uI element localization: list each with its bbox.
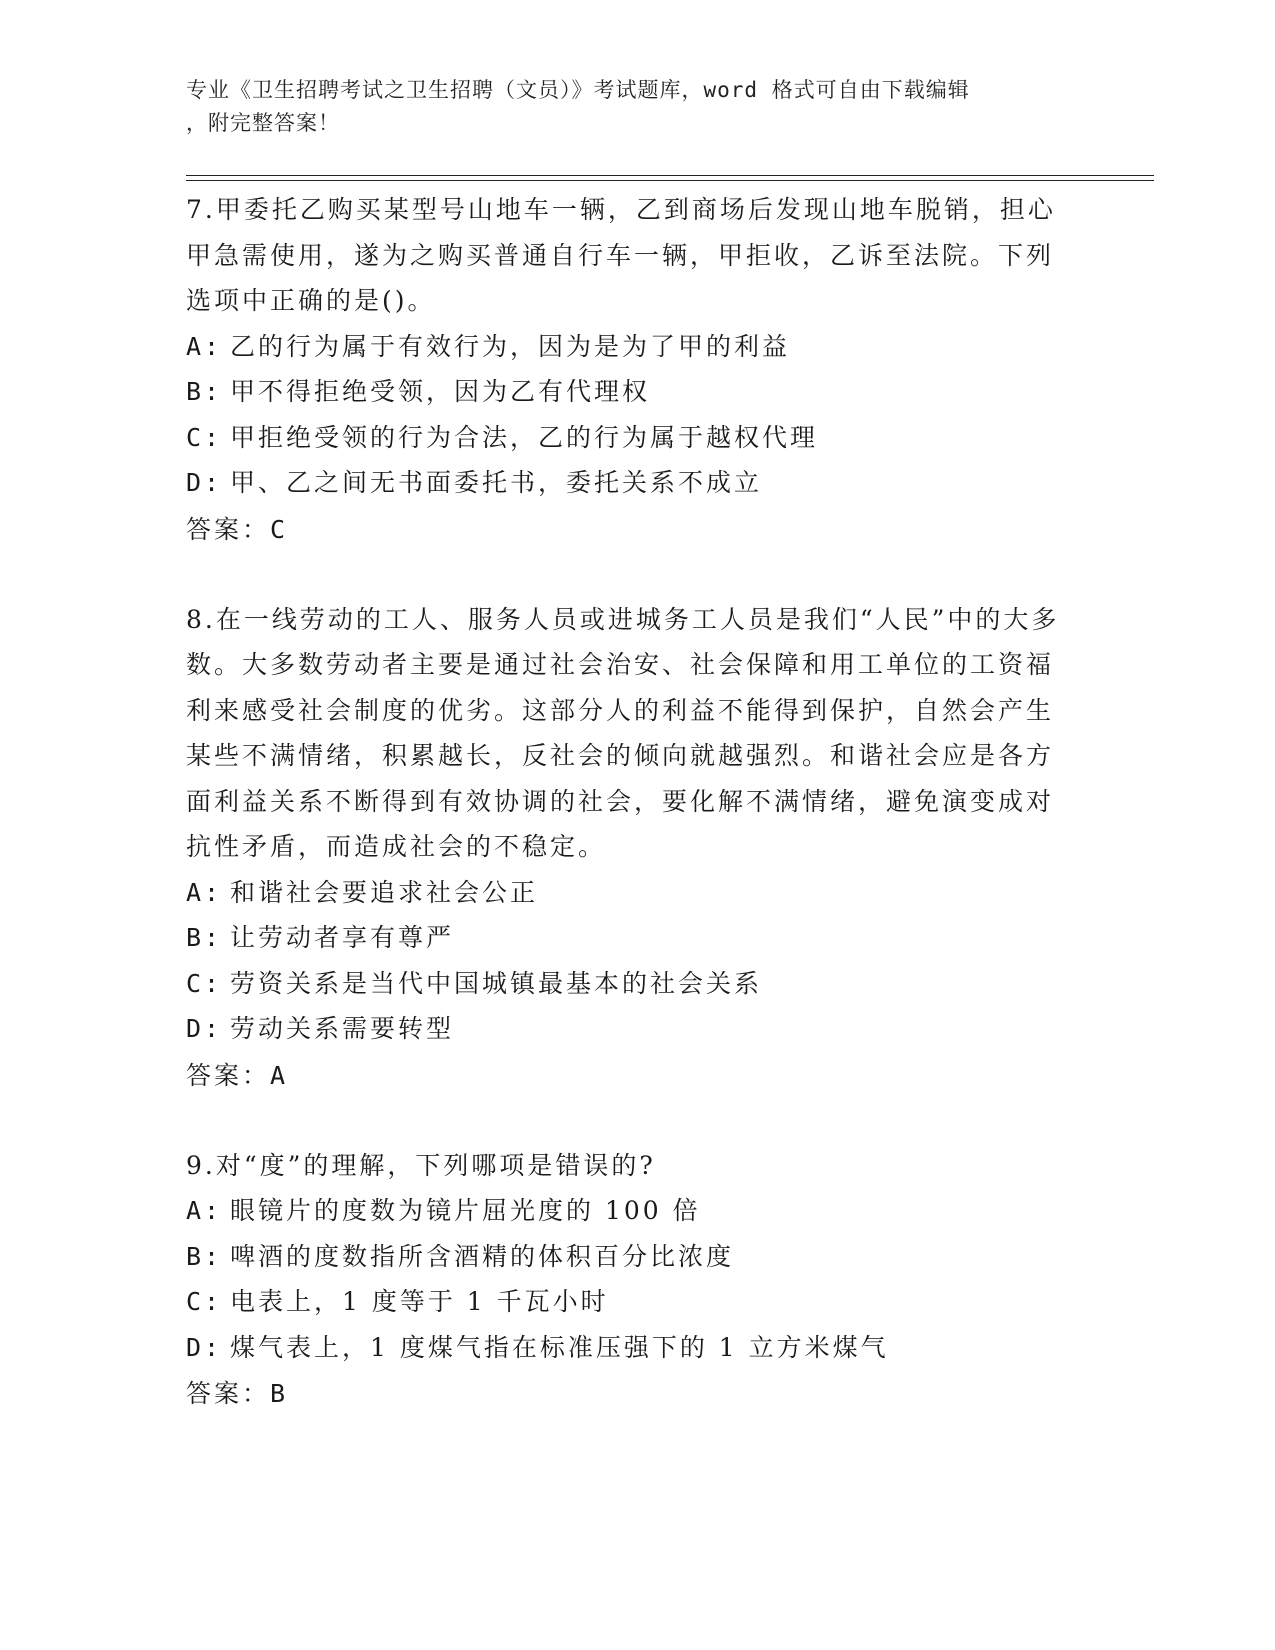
option-a [186, 1188, 1066, 1234]
option-b [186, 1234, 1066, 1280]
answer-value: A [270, 1060, 289, 1090]
question-8 [186, 597, 1066, 1099]
answer-value: C [270, 514, 289, 544]
answer-value: B [270, 1379, 289, 1408]
option-text: 啤酒的度数指所含酒精的体积百分比浓度 [230, 1241, 735, 1271]
option-d [186, 460, 1066, 506]
option-c [186, 415, 1066, 461]
option-letter: C: [186, 968, 223, 998]
question-7 [186, 187, 1066, 553]
question-9 [186, 1143, 1066, 1418]
option-c [186, 1279, 1066, 1325]
header-divider-bottom [186, 180, 1154, 181]
question-spacer [186, 1099, 1066, 1143]
option-d [186, 1325, 1066, 1371]
option-text: 让劳动者享有尊严 [230, 923, 455, 952]
option-text: 和谐社会要追求社会公正 [230, 877, 539, 907]
option-letter: D: [186, 1332, 223, 1362]
option-text: 煤气表上，1 度煤气指在标准压强下的 1 立方米煤气 [230, 1332, 889, 1362]
question-stem: 9.对“度”的理解，下列哪项是错误的? [186, 1150, 656, 1180]
option-letter: A: [186, 877, 223, 907]
answer-label: 答案： [186, 1379, 271, 1408]
option-text: 甲、乙之间无书面委托书，委托关系不成立 [230, 468, 763, 497]
header-divider-top [186, 175, 1154, 176]
question-stem: 8.在一线劳动的工人、服务人员或进城务工人员是我们“人民”中的大多数。大多数劳动者主要是通过社会治安、社会保障和用工单位的工资福利来感受社会制度的优劣。这部分人的利益不能得到保护，自然会产生某些不满情绪，积累越长，反社会的倾向就越强烈。和谐社会应是各方面利益关系不断得到有效协调的社会，要化解不满情绪，避免演变成对抗性矛盾，而造成社会的不稳定。 [186, 604, 1060, 861]
option-letter: D: [186, 1014, 223, 1043]
document-header [186, 74, 1066, 140]
option-a [186, 870, 1066, 916]
option-letter: A: [186, 331, 223, 361]
option-letter: D: [186, 468, 223, 497]
question-list [186, 187, 1066, 1417]
option-a [186, 324, 1066, 370]
option-text: 眼镜片的度数为镜片屈光度的 100 倍 [230, 1196, 701, 1225]
question-spacer [186, 553, 1066, 597]
option-b [186, 915, 1066, 961]
answer-line [186, 1052, 1066, 1099]
answer-label: 答案： [186, 1060, 271, 1090]
option-letter: A: [186, 1196, 223, 1225]
header-line-2: ，附完整答案！ [186, 111, 340, 135]
option-letter: C: [186, 422, 223, 452]
option-d [186, 1006, 1066, 1052]
question-stem: 7.甲委托乙购买某型号山地车一辆，乙到商场后发现山地车脱销，担心甲急需使用，遂为之购买普通自行车一辆，甲拒收，乙诉至法院。下列选项中正确的是()。 [186, 195, 1056, 315]
option-letter: B: [186, 923, 223, 952]
answer-line [186, 506, 1066, 553]
answer-label: 答案： [186, 514, 271, 544]
answer-line [186, 1370, 1066, 1417]
option-letter: B: [186, 1241, 223, 1271]
option-b [186, 369, 1066, 415]
option-text: 劳动关系需要转型 [230, 1014, 455, 1043]
header-line-1: 专业《卫生招聘考试之卫生招聘（文员）》考试题库，word 格式可自由下载编辑 [186, 78, 970, 102]
option-letter: C: [186, 1287, 223, 1316]
option-text: 甲不得拒绝受领，因为乙有代理权 [230, 377, 651, 406]
option-text: 劳资关系是当代中国城镇最基本的社会关系 [230, 968, 763, 998]
option-text: 电表上，1 度等于 1 千瓦小时 [230, 1287, 609, 1316]
option-letter: B: [186, 377, 223, 406]
option-c [186, 961, 1066, 1007]
option-text: 甲拒绝受领的行为合法，乙的行为属于越权代理 [230, 422, 819, 452]
option-text: 乙的行为属于有效行为，因为是为了甲的利益 [230, 331, 791, 361]
